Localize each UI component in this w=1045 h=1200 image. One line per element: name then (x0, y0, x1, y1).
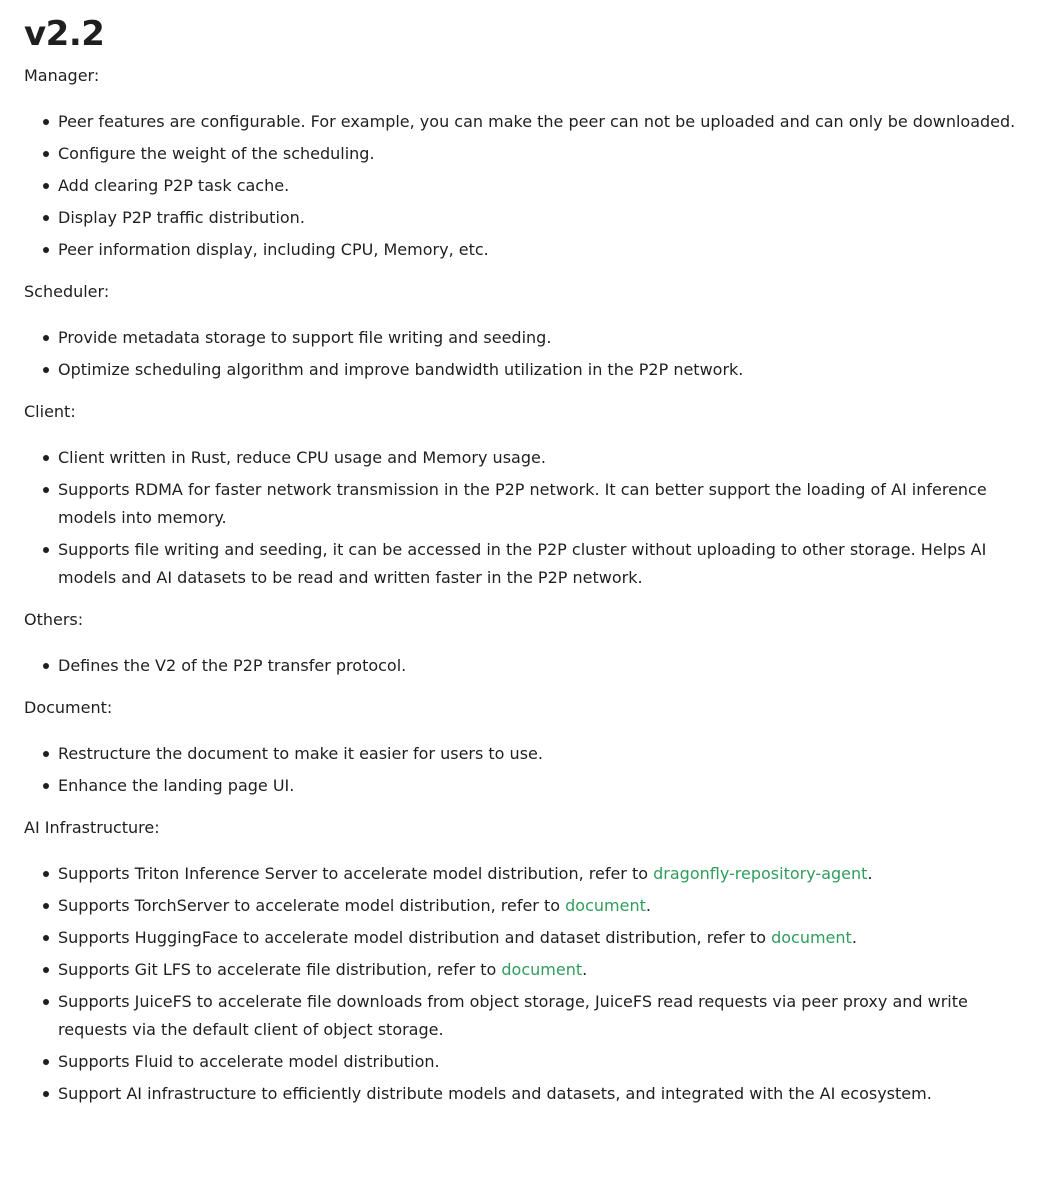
reference-link[interactable]: document (771, 928, 852, 947)
section-heading-scheduler: Scheduler: (24, 282, 110, 301)
section-heading-client: Client: (24, 402, 76, 421)
section-heading-document: Document: (24, 698, 113, 717)
list-item: Configure the weight of the scheduling. (24, 140, 1021, 168)
list-item: Defines the V2 of the P2P transfer protocol. (24, 652, 1021, 680)
bullet-list-manager (24, 108, 1021, 264)
list-item (24, 924, 1021, 952)
list-item: Client written in Rust, reduce CPU usage and Memory usage. (24, 444, 1021, 472)
list-item-suffix: . (851, 928, 857, 947)
bullet-list-client (24, 444, 1021, 592)
list-item: Peer features are configurable. For example, you can make the peer can not be uploaded and can only be downloaded. (24, 108, 1021, 136)
list-item (24, 892, 1021, 920)
reference-link[interactable]: dragonfly-repository-agent (653, 864, 868, 883)
list-item-text: Supports Triton Inference Server to accelerate model distribution, refer to (58, 864, 654, 883)
list-item: Supports file writing and seeding, it can be accessed in the P2P cluster without uploading to other storage. Helps AI models and AI datasets to be read and written faster in the P2P network. (24, 536, 1021, 592)
list-item (24, 860, 1021, 888)
list-item (24, 1048, 1021, 1076)
section-heading-ai-infrastructure: AI Infrastructure: (24, 818, 160, 837)
bullet-list-document (24, 740, 1021, 800)
list-item (24, 1080, 1021, 1108)
list-item: Supports RDMA for faster network transmission in the P2P network. It can better support the loading of AI inference models into memory. (24, 476, 1021, 532)
list-item: Enhance the landing page UI. (24, 772, 1021, 800)
list-item-suffix: . (645, 896, 651, 915)
list-item (24, 988, 1021, 1044)
sections-container (24, 62, 1021, 1108)
bullet-list-ai-infrastructure (24, 860, 1021, 1108)
bullet-list-others (24, 652, 1021, 680)
list-item: Peer information display, including CPU, Memory, etc. (24, 236, 1021, 264)
list-item-suffix: . (582, 960, 588, 979)
list-item: Provide metadata storage to support file writing and seeding. (24, 324, 1021, 352)
list-item-text: Supports JuiceFS to accelerate file downloads from object storage, JuiceFS read requests via peer proxy and write requests via the default client of object storage. (58, 992, 968, 1039)
list-item-text: Supports Git LFS to accelerate file distribution, refer to (58, 960, 502, 979)
section-heading-manager: Manager: (24, 66, 100, 85)
list-item: Restructure the document to make it easier for users to use. (24, 740, 1021, 768)
list-item-suffix: . (867, 864, 873, 883)
list-item (24, 956, 1021, 984)
list-item: Display P2P traffic distribution. (24, 204, 1021, 232)
reference-link[interactable]: document (501, 960, 583, 979)
section-heading-others: Others: (24, 610, 84, 629)
list-item: Optimize scheduling algorithm and improve bandwidth utilization in the P2P network. (24, 356, 1021, 384)
list-item: Add clearing P2P task cache. (24, 172, 1021, 200)
bullet-list-scheduler (24, 324, 1021, 384)
list-item-text: Supports TorchServer to accelerate model distribution, refer to (58, 896, 566, 915)
list-item-text: Supports Fluid to accelerate model distribution. (58, 1052, 440, 1071)
page-title: v2.2 (24, 14, 105, 54)
reference-link[interactable]: document (565, 896, 646, 915)
list-item-text: Support AI infrastructure to efficiently distribute models and datasets, and integrated with the AI ecosystem. (58, 1084, 932, 1103)
list-item-text: Supports HuggingFace to accelerate model distribution and dataset distribution, refer to (58, 928, 772, 947)
